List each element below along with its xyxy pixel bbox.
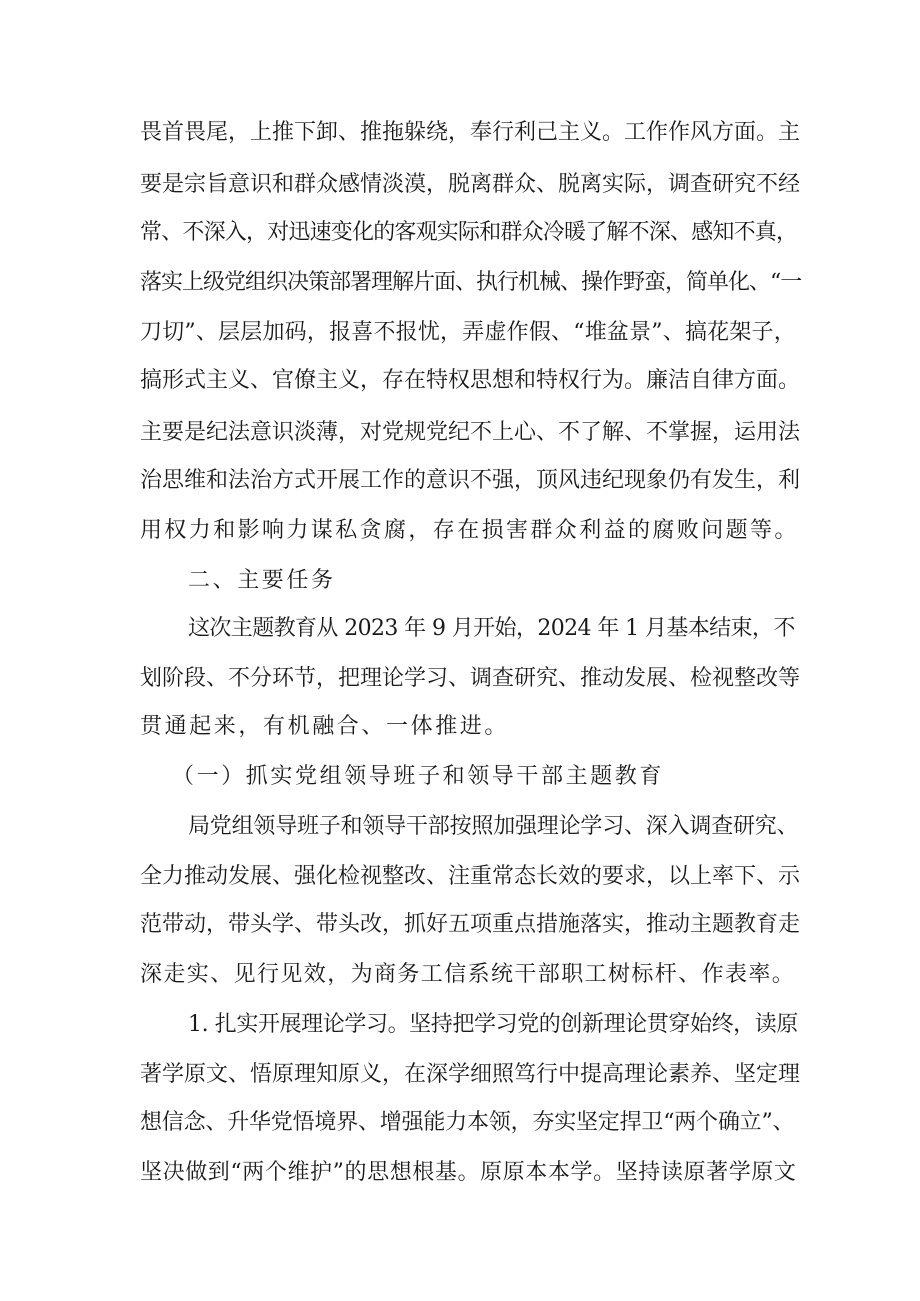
paragraph-line: 深走实、见行见效，为商务工信系统干部职工树标杆、作表率。 <box>140 962 796 987</box>
paragraph-line: 贯通起来，有机融合、一体推进。 <box>140 714 510 739</box>
paragraph-line: 畏首畏尾，上推下卸、推拖躲绕，奉行利己主义。工作作风方面。主 <box>140 120 801 145</box>
paragraph-line: 这次主题教育从 2023 年 9 月开始，2024 年 1 月基本结束，不 <box>188 616 795 641</box>
paragraph-line: 全力推动发展、强化检视整改、注重常态长效的要求，以上率下、示 <box>140 864 801 889</box>
paragraph-line: 局党组领导班子和领导干部按照加强理论学习、深入调查研究、 <box>188 814 799 839</box>
paragraph-line: 要是宗旨意识和群众感情淡漠，脱离群众、脱离实际，调查研究不经 <box>140 172 801 197</box>
section-heading: 二、主要任务 <box>188 568 336 593</box>
paragraph-line: 落实上级党组织决策部署理解片面、执行机械、操作野蛮，简单化、“一 <box>140 270 802 295</box>
paragraph-line: 用权力和影响力谋私贪腐，存在损害群众利益的腐败问题等。 <box>140 518 799 543</box>
paragraph-line: 1. 扎实开展理论学习。坚持把学习党的创新理论贯穿始终，读原 <box>188 1012 798 1037</box>
paragraph-line: 刀切”、层层加码，报喜不报忧，弄虚作假、“堆盆景”、搞花架子， <box>140 320 796 345</box>
paragraph-line: 范带动，带头学、带头改，抓好五项重点措施落实，推动主题教育走 <box>140 912 801 937</box>
paragraph-line: 划阶段、不分环节，把理论学习、调查研究、推动发展、检视整改等 <box>140 666 801 691</box>
paragraph-line: 常、不深入，对迅速变化的客观实际和群众冷暖了解不深、感知不真， <box>140 220 798 245</box>
subsection-heading: （一）抓实党组领导班子和领导干部主题教育 <box>172 764 665 789</box>
paragraph-line: 主要是纪法意识淡薄，对党规党纪不上心、不了解、不掌握，运用法 <box>140 420 801 445</box>
paragraph-line: 想信念、升华党悟境界、增强能力本领，夯实坚定捍卫“两个确立”、 <box>140 1110 795 1135</box>
paragraph-line: 治思维和法治方式开展工作的意识不强，顶风违纪现象仍有发生，利 <box>140 468 801 493</box>
paragraph-line: 著学原文、悟原理知原义，在深学细照笃行中提高理论素养、坚定理 <box>140 1062 801 1087</box>
paragraph-line: 搞形式主义、官僚主义，存在特权思想和特权行为。廉洁自律方面。 <box>140 368 801 393</box>
paragraph-line: 坚决做到“两个维护”的思想根基。原原本本学。坚持读原著学原文 <box>140 1160 797 1185</box>
